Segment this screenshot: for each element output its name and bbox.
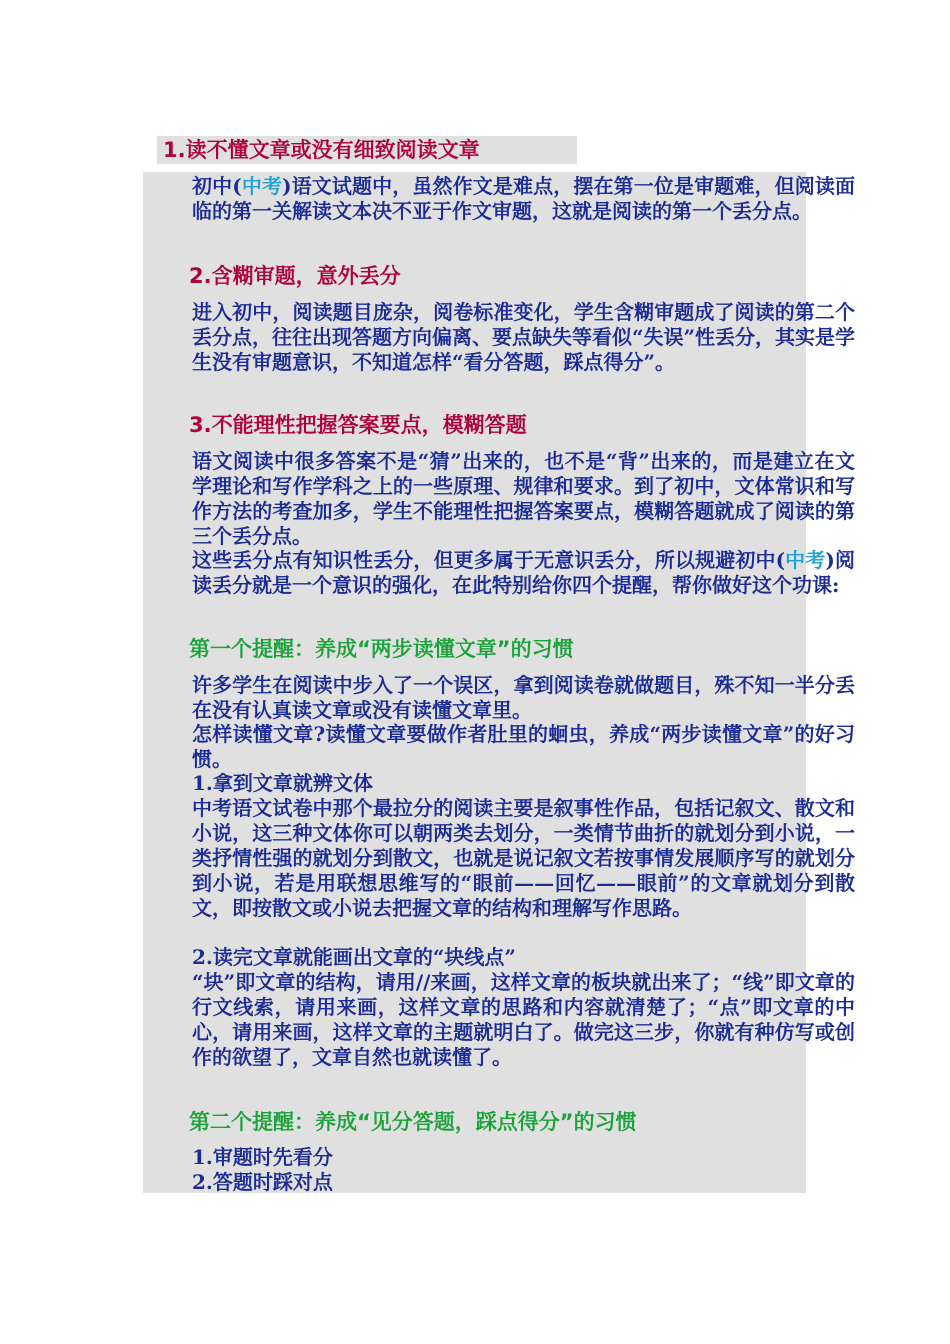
paragraph-6: 怎样读懂文章?读懂文章要做作者肚里的蛔虫，养成“两步读懂文章”的好习惯。 (192, 722, 855, 771)
paragraph-4-a: 这些丢分点有知识性丢分，但更多属于无意识丢分，所以规避初中( (192, 548, 786, 572)
heading-1-background (157, 136, 577, 164)
paragraph-12: 2.答题时踩对点 (192, 1170, 333, 1194)
heading-3: 3.不能理性把握答案要点，模糊答题 (189, 413, 527, 437)
paragraph-1-a: 初中( (192, 174, 242, 198)
paragraph-1-b: )语文试题中，虽然作文是难点，摆在第一位是审题难，但阅读面临的第一关解读文本决不亚于作文审题，这就是阅读的第一个丢分点。 (192, 174, 856, 223)
keyword-link[interactable]: 中考 (241, 174, 283, 198)
paragraph-7: 1.拿到文章就辨文体 (192, 771, 373, 795)
paragraph-9: 2.读完文章就能画出文章的“块线点” (192, 945, 516, 969)
heading-2: 2.含糊审题，意外丢分 (189, 264, 401, 288)
paragraph-2: 进入初中，阅读题目庞杂，阅卷标准变化，学生含糊审题成了阅读的第二个丢分点，往往出现答题方向偏离、要点缺失等看似“失误”性丢分，其实是学生没有审题意识，不知道怎样“看分答题，踩点得分”。 (192, 300, 856, 374)
paragraph-1 (143, 174, 855, 224)
paragraph-3: 语文阅读中很多答案不是“猜”出来的，也不是“背”出来的，而是建立在文学理论和写作学科之上的一些原理、规律和要求。到了初中，文体常识和写作方法的考查加多，学生不能理性把握答案要点，模糊答题就成了阅读的第三个丢分点。 (192, 449, 855, 548)
paragraph-5: 许多学生在阅读中步入了一个误区，拿到阅读卷就做题目，殊不知一半分丢在没有认真读文章或没有读懂文章里。 (192, 673, 855, 722)
heading-4: 第一个提醒：养成“两步读懂文章”的习惯 (189, 637, 574, 661)
keyword-link[interactable]: 中考 (785, 548, 826, 572)
paragraph-11: 1.审题时先看分 (192, 1145, 333, 1169)
paragraph-8: 中考语文试卷中那个最拉分的阅读主要是叙事性作品，包括记叙文、散文和小说，这三种文体你可以朝两类去划分，一类情节曲折的就划分到小说，一类抒情性强的就划分到散文，也就是说记叙文若按事情发展顺序写的就划分到小说，若是用联想思维写的“眼前——回忆——眼前”的文章就划分到散文，即按散文或小说去把握文章的结构和理解写作思路。 (192, 796, 855, 920)
heading-1: 1.读不懂文章或没有细致阅读文章 (163, 138, 480, 162)
heading-5: 第二个提醒：养成“见分答题，踩点得分”的习惯 (189, 1110, 637, 1134)
paragraph-4 (143, 548, 855, 598)
paragraph-10: “块”即文章的结构，请用//来画，这样文章的板块就出来了；“线”即文章的行文线索，请用来画，这样文章的思路和内容就清楚了；“点”即文章的中心，请用来画，这样文章的主题就明白了。做完这三步，你就有种仿写或创作的欲望了，文章自然也就读懂了。 (192, 970, 855, 1069)
paragraph-4-b: )阅读丢分就是一个意识的强化，在此特别给你四个提醒，帮你做好这个功课: (192, 548, 856, 597)
